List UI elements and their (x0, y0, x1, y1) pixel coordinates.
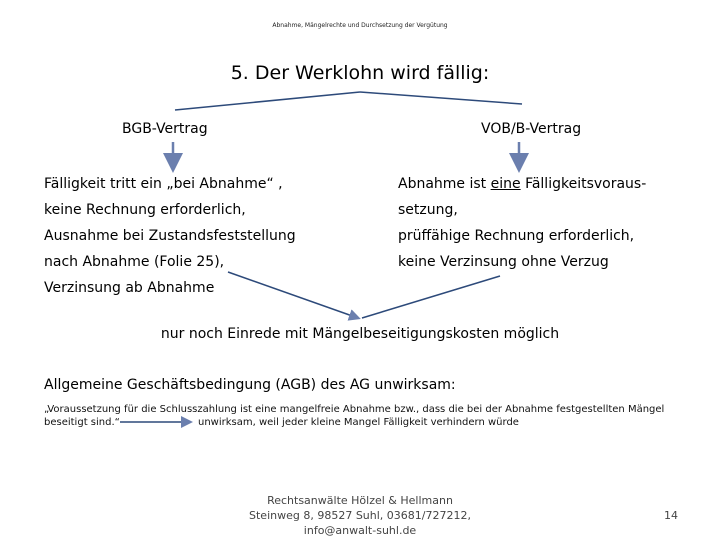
left-line: Ausnahme bei Zustandsfeststellung (44, 228, 296, 244)
right-line: setzung, (398, 202, 458, 218)
right-line-post: Fälligkeitsvoraus- (520, 176, 647, 192)
right-line: prüffähige Rechnung erforderlich, (398, 228, 635, 244)
conclusion-text: nur noch Einrede mit Mängelbeseitigungskosten möglich (160, 326, 560, 342)
left-heading: BGB-Vertrag (122, 121, 208, 137)
converge-line-right (362, 276, 500, 318)
left-line: nach Abnahme (Folie 25), (44, 254, 225, 270)
footer-email: info@anwalt-suhl.de (303, 524, 417, 537)
left-line: Verzinsung ab Abnahme (44, 280, 215, 296)
running-header: Abnahme, Mängelrechte und Durchsetzung der Vergütung (272, 22, 448, 29)
right-line-underlined: eine (490, 176, 521, 192)
footer-street: Steinweg 8, 98527 Suhl, 03681/727212, (249, 509, 471, 522)
left-line: Fälligkeit tritt ein „bei Abnahme“ , (44, 176, 283, 192)
right-column (398, 171, 646, 275)
right-line: keine Verzinsung ohne Verzug (398, 254, 609, 270)
agb-quote-line2: beseitigt sind.“ (44, 417, 120, 428)
right-line-pre: Abnahme ist (398, 176, 491, 192)
branch-line-left (175, 92, 360, 110)
page-number: 14 (664, 509, 678, 522)
right-heading: VOB/B-Vertrag (481, 121, 582, 137)
agb-quote-consequence: unwirksam, weil jeder kleine Mangel Fälligkeit verhindern würde (198, 417, 519, 428)
right-line-first (398, 171, 646, 197)
footer-firm: Rechtsanwälte Hölzel & Hellmann (267, 494, 453, 507)
branch-line-right (360, 92, 522, 104)
agb-title: Allgemeine Geschäftsbedingung (AGB) des AG unwirksam: (44, 377, 456, 393)
footer-address (0, 493, 720, 538)
left-column (44, 171, 296, 301)
agb-quote-line1: „Voraussetzung für die Schlusszahlung ist eine mangelfreie Abnahme bzw., dass die bei der Abnahme festgestellten Mängel (44, 404, 665, 415)
left-line: keine Rechnung erforderlich, (44, 202, 246, 218)
slide-title: 5. Der Werklohn wird fällig: (230, 62, 490, 84)
